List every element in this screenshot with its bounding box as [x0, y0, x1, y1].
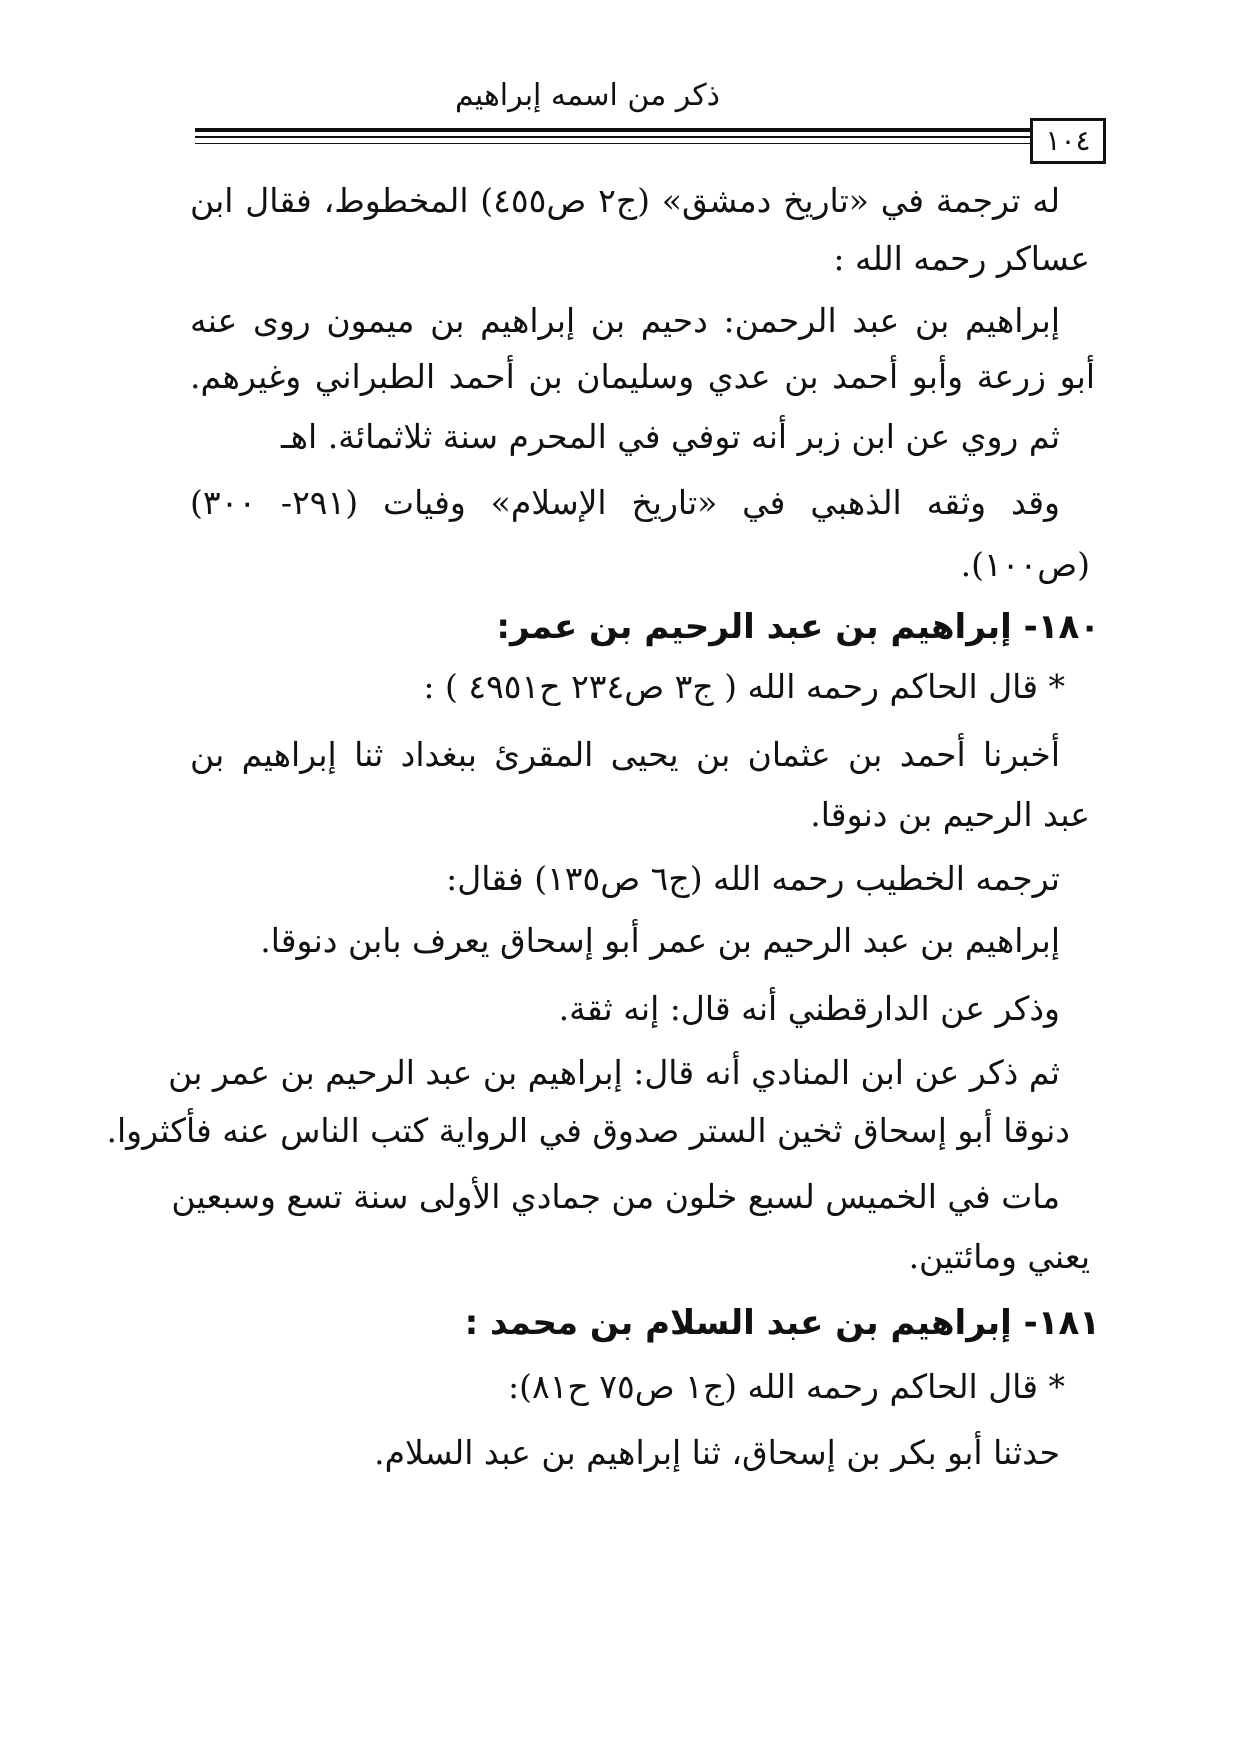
- text-line: يعني ومائتين.: [908, 1237, 1090, 1276]
- text-line: * قال الحاكم رحمه الله ( ج٣ ص٢٣٤ ح٤٩٥١ ) :: [423, 667, 1065, 706]
- page-number: ١٠٤: [1030, 118, 1106, 164]
- text-line: حدثنا أبو بكر بن إسحاق، ثنا إبراهيم بن عبد السلام.: [374, 1433, 1060, 1472]
- text-line: وقد وثقه الذهبي في «تاريخ الإسلام» وفيات (٢٩١- ٣٠٠): [190, 483, 1060, 522]
- header-rule-thick: [195, 128, 1030, 132]
- text-line: عبد الرحيم بن دنوقا.: [810, 795, 1090, 834]
- text-line: له ترجمة في «تاريخ دمشق» (ج٢ ص٤٥٥) المخطوط، فقال ابن: [190, 181, 1060, 220]
- text-line: دنوقا أبو إسحاق ثخين الستر صدوق في الرواية كتب الناس عنه فأكثروا.: [106, 1111, 1070, 1150]
- text-line: (ص١٠٠).: [960, 545, 1090, 584]
- header-rule-thin: [195, 136, 1030, 138]
- text-line: أبو زرعة وأبو أحمد بن عدي وسليمان بن أحمد الطبراني وغيرهم.: [190, 357, 1095, 396]
- text-line: أخبرنا أحمد بن عثمان بن يحيى المقرئ ببغداد ثنا إبراهيم بن: [190, 735, 1060, 774]
- text-line: مات في الخميس لسبع خلون من جمادي الأولى سنة تسع وسبعين: [171, 1177, 1060, 1216]
- text-line: إبراهيم بن عبد الرحمن: دحيم بن إبراهيم بن ميمون روى عنه: [190, 301, 1060, 340]
- text-line: إبراهيم بن عبد الرحيم بن عمر أبو إسحاق يعرف بابن دنوقا.: [260, 921, 1060, 960]
- text-line: ثم روي عن ابن زبر أنه توفي في المحرم سنة ثلاثمائة. اهـ: [280, 417, 1060, 456]
- header-rule-hairline: [195, 143, 1030, 144]
- entry-heading-181: ١٨١- إبراهيم بن عبد السلام بن محمد :: [464, 1303, 1100, 1343]
- text-line: ترجمه الخطيب رحمه الله (ج٦ ص١٣٥) فقال:: [446, 859, 1060, 898]
- text-line: * قال الحاكم رحمه الله (ج١ ص٧٥ ح٨١):: [508, 1367, 1065, 1406]
- text-line: ثم ذكر عن ابن المنادي أنه قال: إبراهيم بن عبد الرحيم بن عمر بن: [168, 1053, 1060, 1092]
- running-head: ذكر من اسمه إبراهيم: [454, 78, 720, 113]
- text-line: وذكر عن الدارقطني أنه قال: إنه ثقة.: [558, 989, 1060, 1028]
- text-line: عساكر رحمه الله :: [833, 239, 1090, 278]
- entry-heading-180: ١٨٠- إبراهيم بن عبد الرحيم بن عمر:: [496, 607, 1100, 647]
